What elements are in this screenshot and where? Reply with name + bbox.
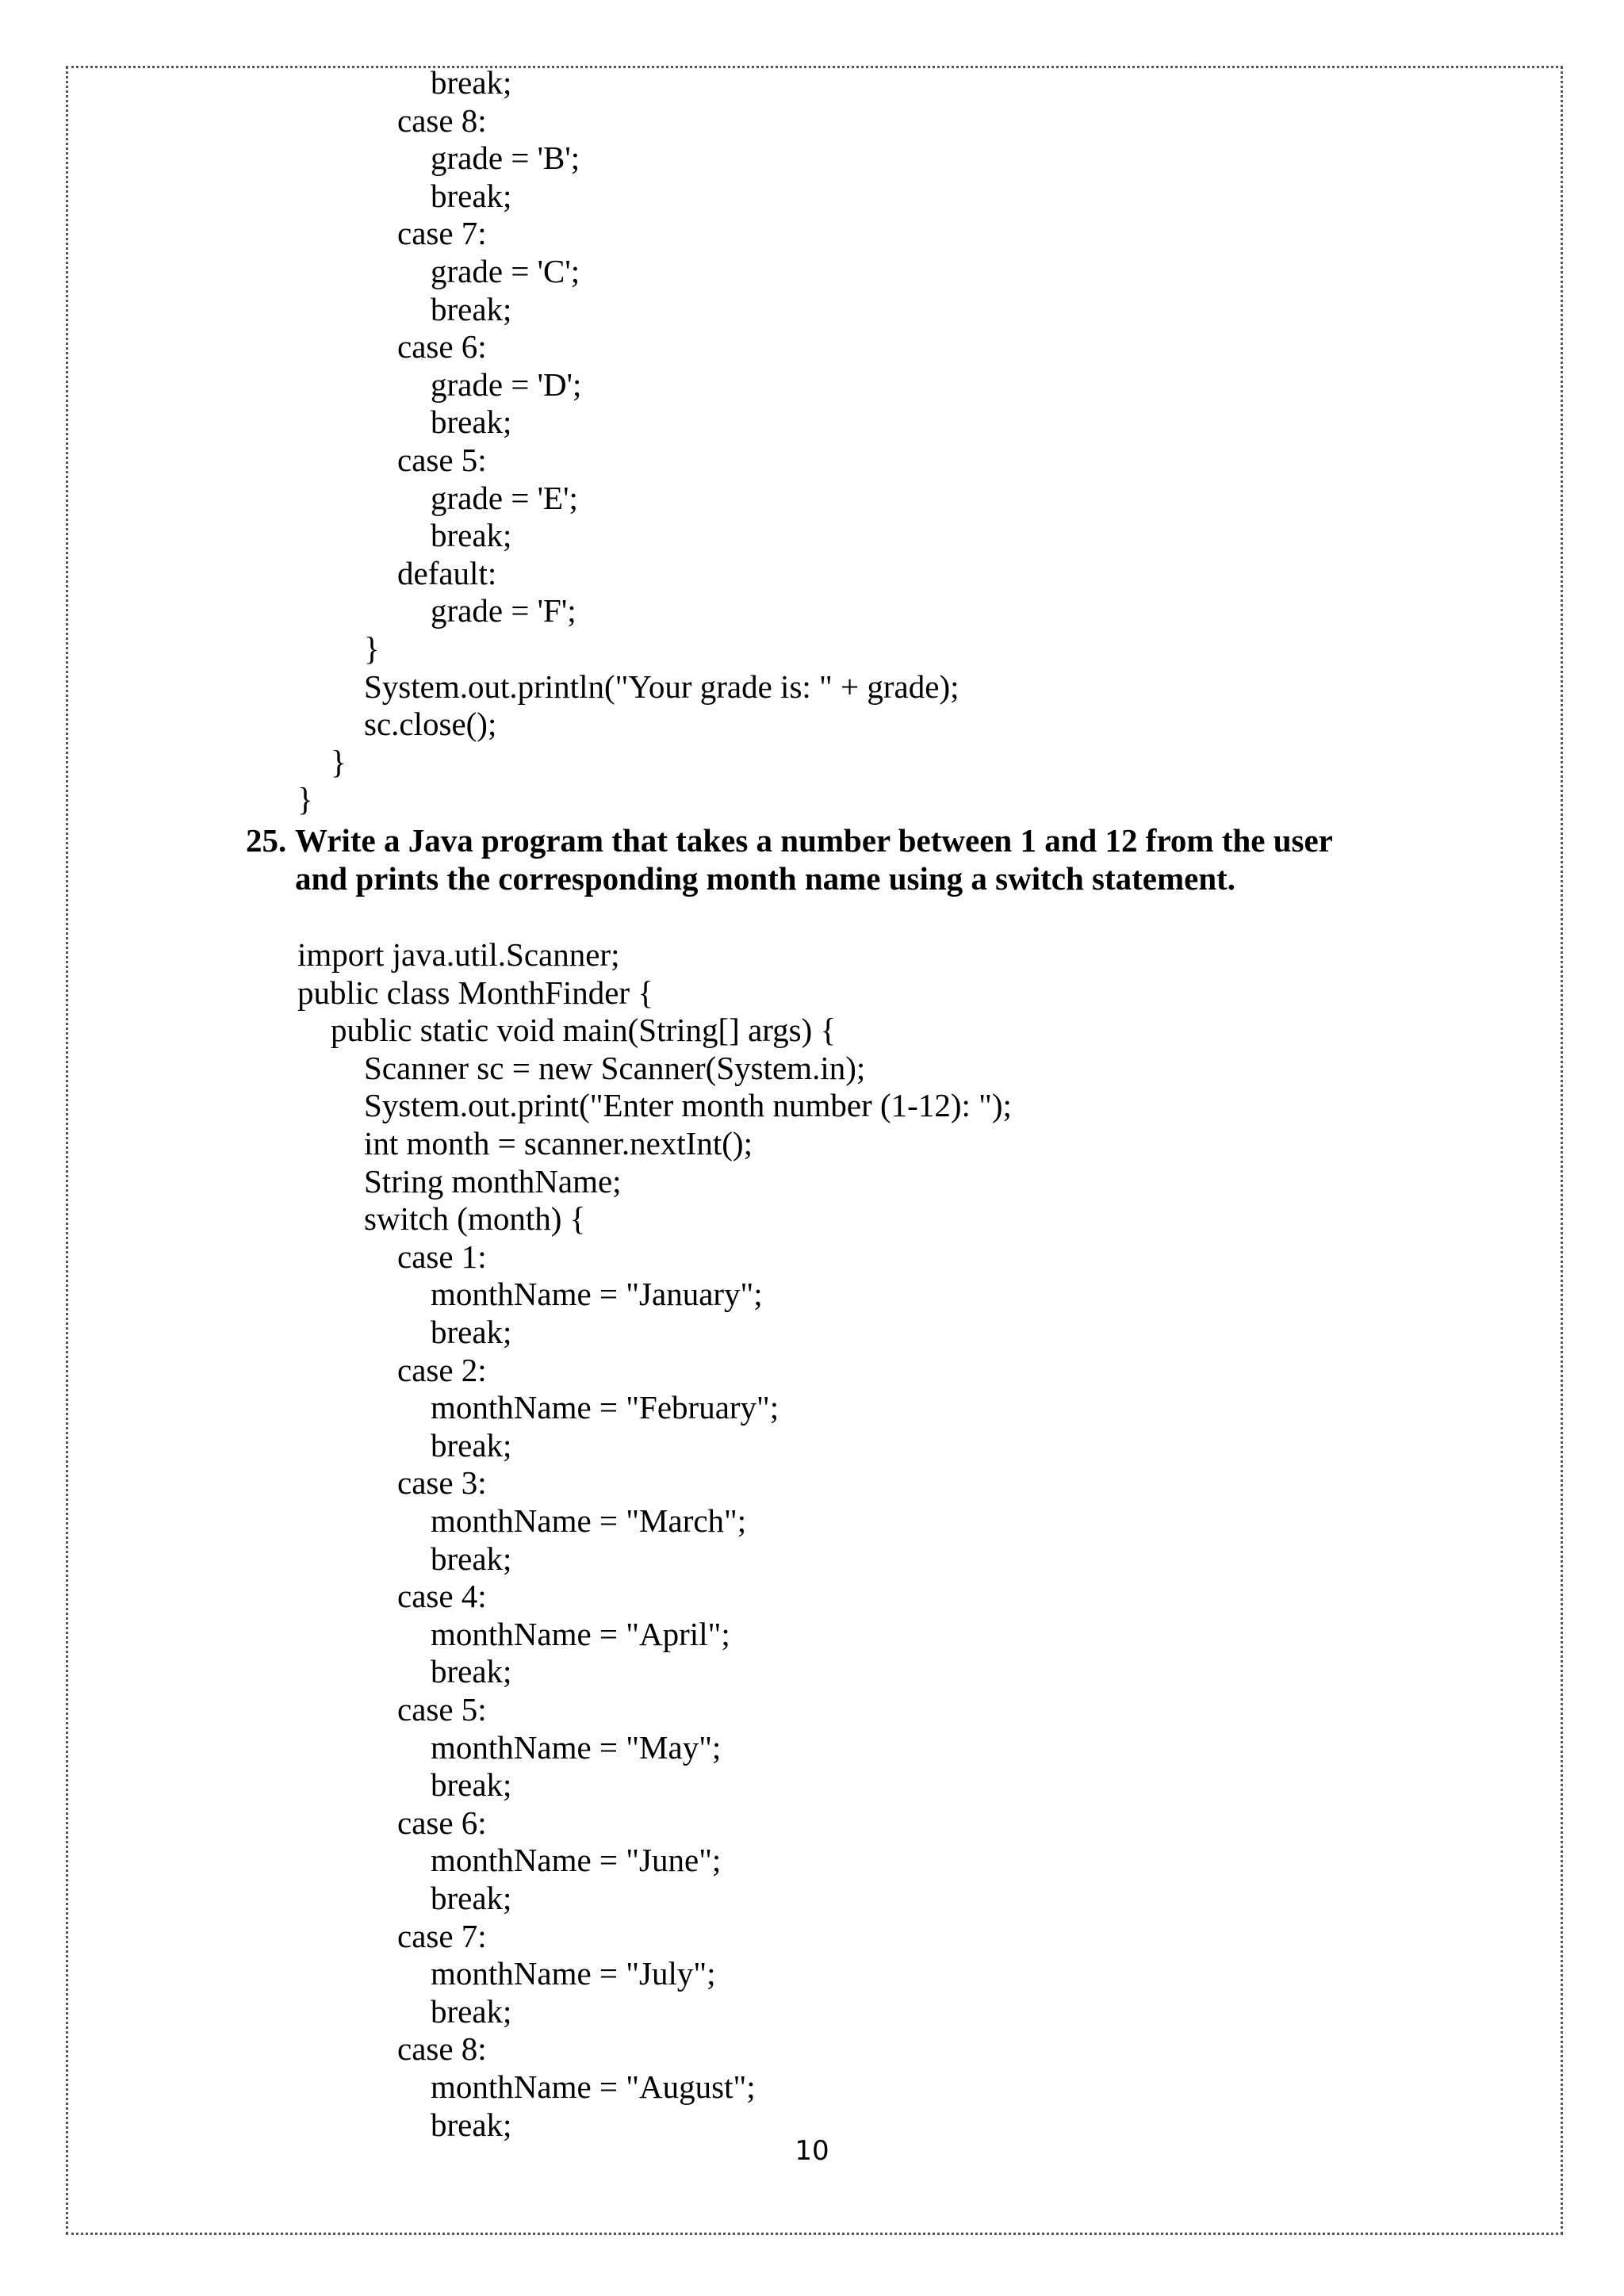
code-line: case 5: <box>397 1691 487 1728</box>
question-25 <box>246 821 1333 897</box>
page-border <box>66 66 1563 2235</box>
code-line: System.out.println("Your grade is: " + grade); <box>364 668 959 705</box>
code-line: monthName = "August"; <box>431 2068 756 2105</box>
code-line: sc.close(); <box>364 706 497 742</box>
code-line: break; <box>431 2107 512 2143</box>
code-line: break; <box>431 64 512 101</box>
code-line: grade = 'E'; <box>431 480 578 516</box>
code-line: switch (month) { <box>364 1200 586 1237</box>
code-line: case 3: <box>397 1464 487 1501</box>
code-line: case 4: <box>397 1578 487 1614</box>
code-line: break; <box>431 1540 512 1577</box>
question-text-line-1: Write a Java program that takes a number between 1 and 12 from the user <box>295 822 1333 859</box>
code-line: case 2: <box>397 1352 487 1388</box>
page-number: 10 <box>795 2135 829 2167</box>
code-line: monthName = "January"; <box>431 1276 763 1312</box>
code-line: monthName = "May"; <box>431 1729 722 1766</box>
code-line: grade = 'C'; <box>431 253 580 289</box>
code-line: monthName = "April"; <box>431 1616 730 1652</box>
code-line: case 7: <box>397 215 487 251</box>
code-line: grade = 'D'; <box>431 366 582 403</box>
code-line: break; <box>431 178 512 214</box>
code-line: monthName = "July"; <box>431 1955 716 1992</box>
code-line: case 1: <box>397 1238 487 1275</box>
code-line: case 6: <box>397 1804 487 1841</box>
question-text-line-2: and prints the corresponding month name using a switch statement. <box>295 860 1236 897</box>
code-line: case 6: <box>397 328 487 365</box>
code-line: } <box>297 781 313 817</box>
question-number: 25. <box>246 822 287 859</box>
code-line: monthName = "June"; <box>431 1842 722 1878</box>
code-line: default: <box>397 555 497 591</box>
code-line: break; <box>431 1993 512 2030</box>
code-line: System.out.print("Enter month number (1-12): "); <box>364 1087 1012 1123</box>
code-line: case 7: <box>397 1918 487 1954</box>
code-line: String monthName; <box>364 1163 622 1200</box>
code-line: Scanner sc = new Scanner(System.in); <box>364 1050 866 1086</box>
code-line: break; <box>431 1766 512 1803</box>
code-line: break; <box>431 1653 512 1689</box>
code-line: break; <box>431 1427 512 1464</box>
code-line: break; <box>431 1314 512 1350</box>
code-line: case 5: <box>397 442 487 478</box>
code-line: case 8: <box>397 2030 487 2067</box>
code-line: case 8: <box>397 102 487 139</box>
code-line: break; <box>431 291 512 327</box>
code-line: break; <box>431 404 512 440</box>
code-line: grade = 'B'; <box>431 140 580 176</box>
code-line: monthName = "March"; <box>431 1502 747 1539</box>
code-line: import java.util.Scanner; <box>297 936 620 973</box>
code-line: } <box>364 630 380 667</box>
code-line: grade = 'F'; <box>431 592 576 629</box>
code-line: monthName = "February"; <box>431 1389 779 1425</box>
code-line: int month = scanner.nextInt(); <box>364 1125 753 1161</box>
code-line: break; <box>431 1880 512 1916</box>
code-line: public static void main(String[] args) { <box>331 1012 837 1048</box>
code-line: break; <box>431 517 512 553</box>
code-line: } <box>331 744 347 780</box>
code-line: public class MonthFinder { <box>297 974 653 1011</box>
